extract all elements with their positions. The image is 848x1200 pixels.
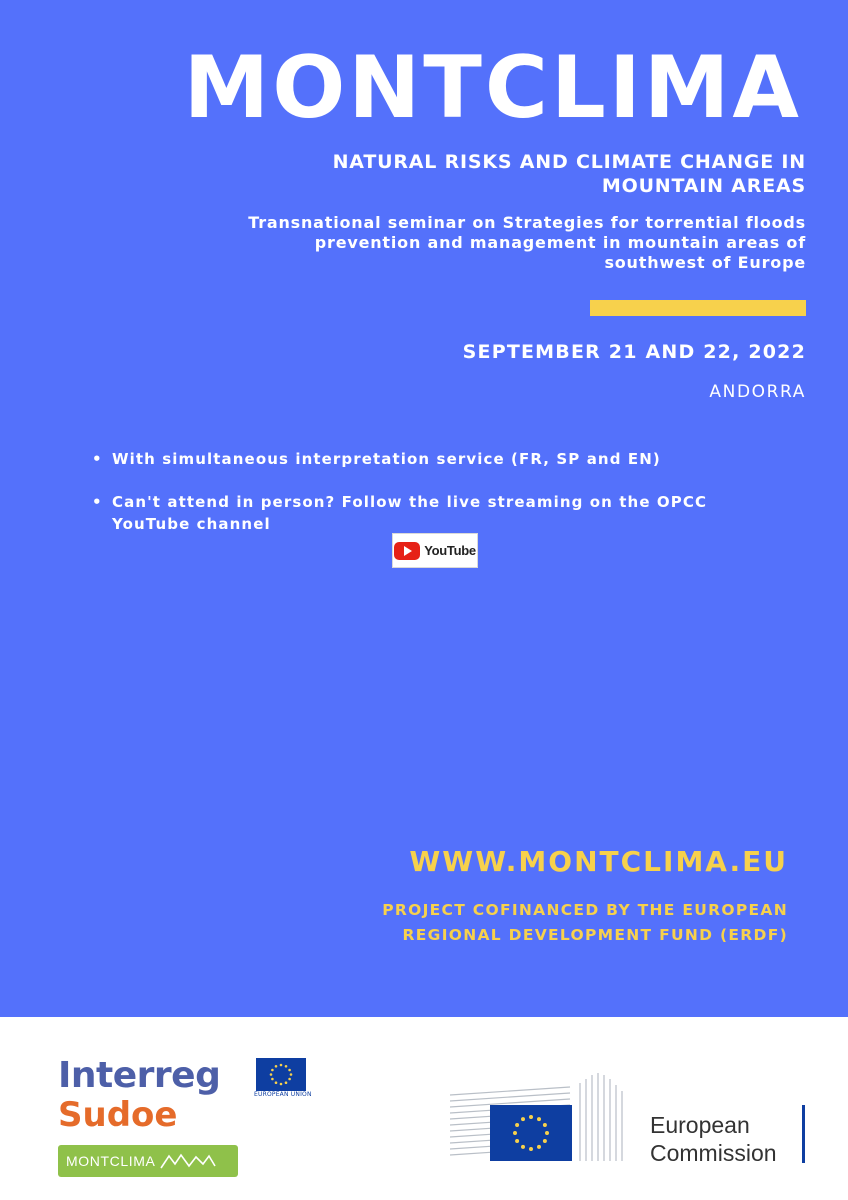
- european-commission-logo: [450, 1067, 806, 1167]
- info-list: [92, 448, 772, 535]
- bullet-icon: •: [92, 450, 103, 468]
- ec-line-2: Commission: [650, 1140, 777, 1166]
- list-item: [92, 448, 772, 470]
- seminar-description: Transnational seminar on Strategies for torrential floods prevention and management in mountain areas of southwest of Europe: [248, 213, 806, 272]
- list-item-text: Can't attend in person? Follow the live streaming on the OPCC YouTube channel: [112, 493, 708, 533]
- montclima-badge-label: MONTCLIMA: [66, 1153, 156, 1169]
- accent-bar: [590, 300, 806, 316]
- eu-label: EUROPEAN UNION: [254, 1091, 312, 1098]
- youtube-play-icon: [394, 542, 420, 560]
- list-item: [92, 491, 772, 535]
- website-link[interactable]: WWW.MONTCLIMA.EU: [409, 845, 788, 878]
- poster-subtitle: NATURAL RISKS AND CLIMATE CHANGE IN MOUNTAIN AREAS: [332, 151, 806, 197]
- european-commission-wordmark: [650, 1111, 777, 1167]
- bullet-icon: •: [92, 493, 103, 511]
- divider: [802, 1105, 805, 1163]
- poster-title: MONTCLIMA: [183, 38, 802, 138]
- youtube-button[interactable]: [392, 533, 478, 568]
- eu-flag-icon: [256, 1058, 306, 1091]
- interreg-wordmark: Interreg: [58, 1055, 221, 1096]
- montclima-badge: [58, 1145, 238, 1177]
- interreg-sudoe-logo: [58, 1055, 318, 1185]
- ec-line-1: European: [650, 1112, 750, 1138]
- event-date: SEPTEMBER 21 AND 22, 2022: [462, 341, 806, 363]
- mountains-icon: [159, 1152, 217, 1170]
- sudoe-wordmark: Sudoe: [58, 1095, 178, 1135]
- list-item-text: With simultaneous interpretation service (FR, SP and EN): [112, 450, 661, 468]
- eu-flag-icon: [490, 1105, 572, 1161]
- cofinanced-notice: PROJECT COFINANCED BY THE EUROPEAN REGIONAL DEVELOPMENT FUND (ERDF): [382, 901, 788, 944]
- youtube-label: YouTube: [424, 543, 476, 558]
- event-location: ANDORRA: [709, 382, 806, 402]
